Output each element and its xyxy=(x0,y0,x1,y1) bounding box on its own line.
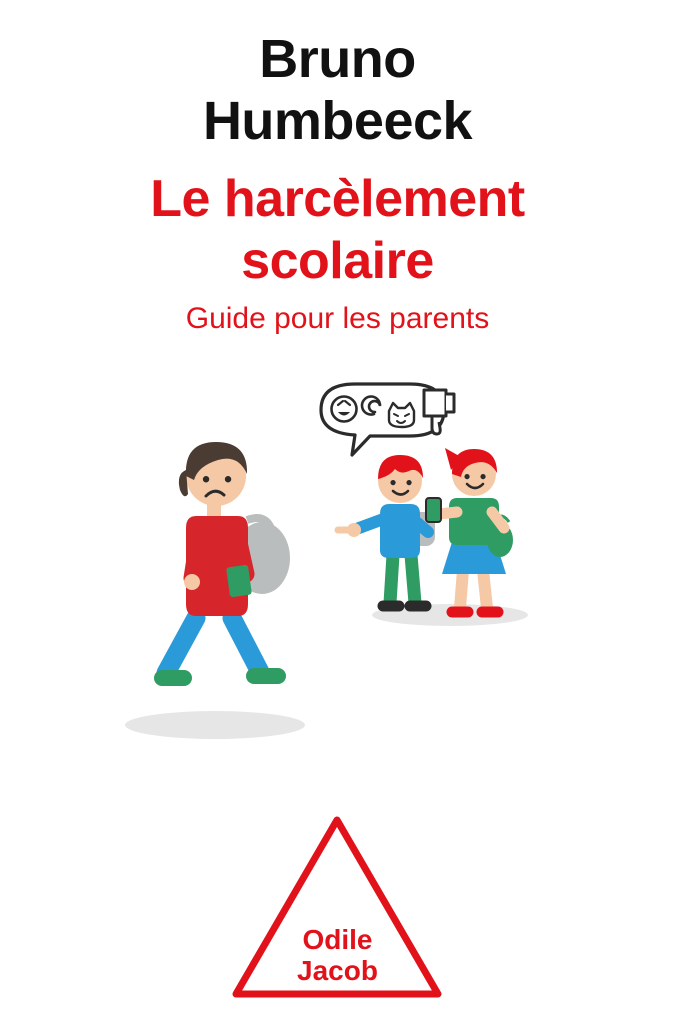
book-subtitle: Guide pour les parents xyxy=(185,302,490,335)
title-line-2: scolaire xyxy=(241,232,434,290)
bully-girl-with-phone xyxy=(426,448,513,612)
publisher-logo xyxy=(0,812,675,1002)
author-first-name: Bruno xyxy=(259,29,416,89)
author-last-name: Humbeeck xyxy=(202,91,473,151)
sad-boy-walking xyxy=(162,442,290,678)
cover-illustration xyxy=(0,370,675,790)
publisher-name-line-2: Jacob xyxy=(297,955,378,986)
title-line-1: Le harcèlement xyxy=(150,170,525,228)
shadow-sad-boy xyxy=(125,711,305,739)
author-name xyxy=(0,28,675,152)
book-title xyxy=(0,168,675,292)
publisher-name-line-1: Odile xyxy=(302,924,373,955)
bully-boy-pointing xyxy=(338,455,435,606)
